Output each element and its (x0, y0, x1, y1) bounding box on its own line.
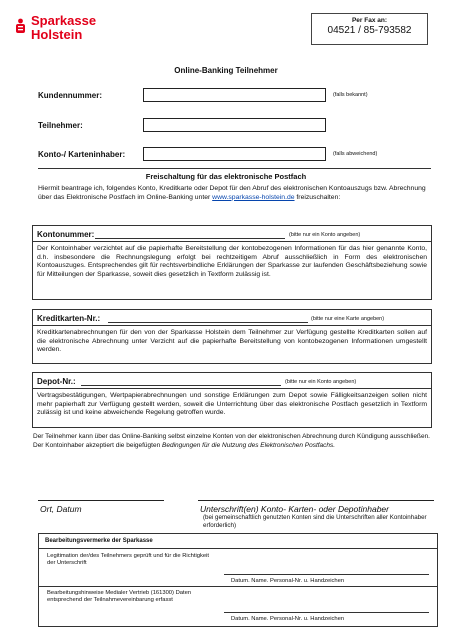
depot-label: Depot-Nr.: (37, 377, 76, 386)
box-divider (33, 388, 431, 389)
page-title: Online-Banking Teilnehmer (174, 66, 278, 75)
office-use-box (38, 533, 438, 627)
account-holder-label: Konto-/ Karteninhaber: (38, 150, 126, 159)
section-divider (38, 168, 431, 169)
credit-card-hint: (bitte nur eine Karte angeben) (311, 316, 385, 322)
place-date-label: Ort, Datum (40, 504, 82, 514)
office-row-2-signature-line[interactable] (224, 612, 429, 613)
logo-line-1: Sparkasse (31, 13, 97, 28)
customer-number-input[interactable] (143, 88, 326, 102)
credit-card-label: Kreditkarten-Nr.: (37, 314, 101, 323)
account-number-input[interactable] (95, 229, 285, 239)
note-terms-text: Der Kontoinhaber akzeptiert die beigefügten (33, 441, 163, 449)
account-number-label: Kontonummer: (37, 230, 95, 239)
depot-hint: (bitte nur ein Konto angeben) (285, 379, 357, 385)
fax-box (311, 13, 428, 45)
place-date-line[interactable] (38, 500, 164, 501)
office-row-2-text: Bearbeitungshinweise Medialer Vertrieb (161300) Daten entsprechend der Teilnahmevereinbarung erfasst (47, 590, 192, 603)
logo-line-2: Holstein (31, 27, 83, 42)
terms-link[interactable]: Bedingungen für die Nutzung des Elektronischen Postfachs. (162, 441, 336, 449)
credit-card-input[interactable] (108, 313, 308, 323)
postbox-intro-text: Hiermit beantrage ich, folgendes Konto, Kreditkarte oder Depot für den Abruf des elektronischen Kontoauszugs bzw. Abrechnung über das Elektronische Postfach im Online-Banking unter (38, 185, 426, 201)
postbox-intro-tail: freizuschalten: (294, 193, 341, 201)
box-divider (33, 241, 431, 242)
account-number-hint: (bitte nur ein Konto angeben) (289, 232, 361, 238)
note-terms (33, 442, 431, 451)
office-row-1-signature-label: Datum. Name. Personal-Nr. u. Handzeichen (231, 578, 345, 584)
box-divider (33, 325, 431, 326)
account-number-text: Der Kontoinhaber verzichtet auf die papierhafte Bereitstellung der kontobezogenen Informationen für das hier genannte Konto, d.h. insbesondere die Rechnungslegung erfolgt bei rechtzeitigem Abruf ausschließlich in Form des elektronischen Kontoauszuges. Entsprechendes gilt für rechtsverbindliche Erklärungen der Sparkasse zur laufenden Geschäftsbeziehung sowie für Mitteilungen der Sparkasse, soweit dies gesetzlich in Textform zulässig ist. (37, 245, 427, 278)
fax-number: 04521 / 85-793582 (327, 25, 412, 36)
customer-number-label: Kundennummer: (38, 91, 102, 100)
note-exclusion: Der Teilnehmer kann über das Online-Banking selbst einzelne Konten von der elektronischen Abrechnung durch Kündigung ausschließen. (33, 433, 430, 440)
office-use-title: Bearbeitungsvermerke der Sparkasse (45, 538, 153, 544)
sparkasse-website-link[interactable]: www.sparkasse-holstein.de (212, 193, 295, 201)
depot-box (32, 372, 432, 428)
credit-card-text: Kreditkartenabrechnungen für den von der Sparkasse Holstein dem Teilnehmer zur Verfügung gestellte Kreditkarten sollen auf die elektronische Abrechnung unter Verzicht auf die papierhafte Bereitstellung von kontobezogenen Informationen umgestellt werden. (37, 329, 427, 353)
credit-card-box (32, 309, 432, 364)
fax-label: Per Fax an: (351, 17, 388, 24)
customer-number-hint: (falls bekannt) (333, 92, 368, 98)
account-holder-input[interactable] (143, 147, 326, 161)
sparkasse-s-icon (14, 18, 27, 33)
office-row-2-signature-label: Datum. Name. Personal-Nr. u. Handzeichen (231, 616, 345, 622)
postbox-intro (38, 185, 428, 203)
notes (33, 433, 431, 450)
participant-label: Teilnehmer: (38, 121, 83, 130)
office-divider (39, 548, 437, 549)
depot-input[interactable] (81, 376, 281, 386)
logo-text (31, 14, 96, 42)
office-divider (39, 586, 437, 587)
signature-label: Unterschrift(en) Konto- Karten- oder Depotinhaber (200, 504, 389, 514)
participant-input[interactable] (143, 118, 326, 132)
account-holder-hint: (falls abweichend) (333, 151, 378, 157)
signature-line[interactable] (198, 500, 434, 501)
account-number-box (32, 225, 432, 300)
office-row-1-signature-line[interactable] (224, 574, 429, 575)
depot-text: Vertragsbestätigungen, Wertpapierabrechnungen und sonstige Erklärungen zum Depot sowie Fälligkeitsanzeigen sollen nicht mehr papierhaft zur Verfügung gestellt werden, soweit die Unterrichtung über das elektronische Postfach gesetzlich in Textform zulässig ist und keine abweichende Regelung getroffen wurde. (37, 392, 427, 416)
office-row-1-text: Legitimation der/des Teilnehmers geprüft und für die Richtigkeit der Unterschrift (47, 553, 209, 566)
signature-note: (bei gemeinschaftlich genutzten Konten sind die Unterschriften aller Kontoinhaber erforderlich) (203, 514, 427, 529)
postbox-title: Freischaltung für das elektronische Postfach (145, 172, 307, 181)
sparkasse-logo (14, 14, 114, 48)
